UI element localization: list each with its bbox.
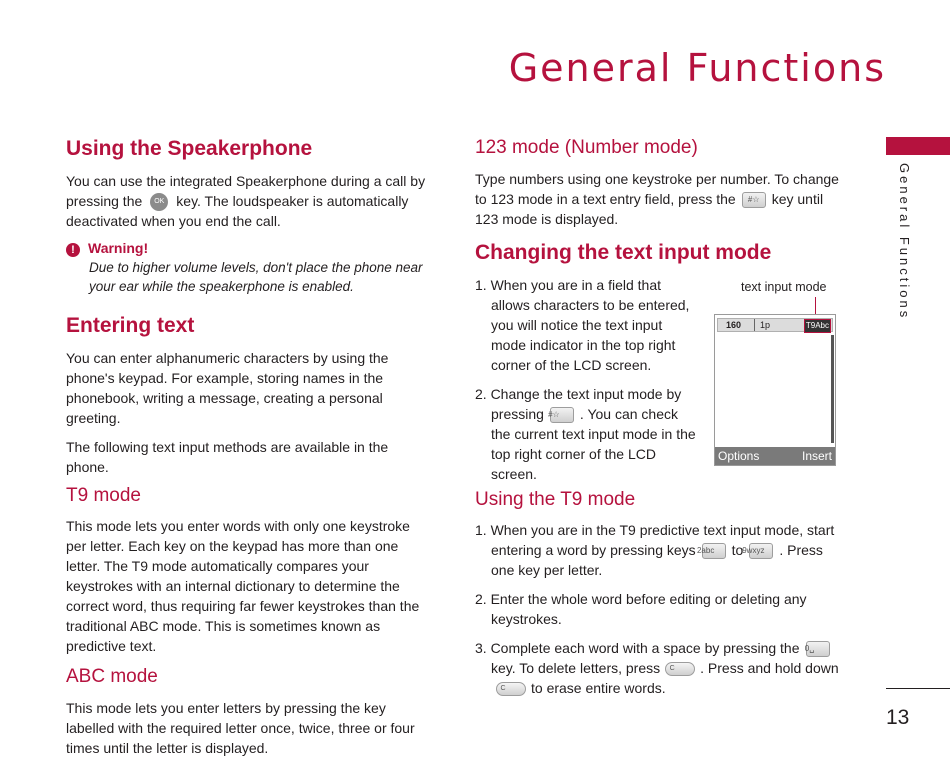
input-mode-indicator: T9Abc — [804, 319, 831, 333]
warning-label: Warning! — [88, 240, 149, 257]
lcd-screen — [714, 314, 836, 466]
warning-text: Due to higher volume levels, don't place the phone near your ear while the speakerphone is enabled. — [89, 260, 423, 295]
hash-key-icon: #☆ — [742, 192, 766, 208]
t9-step-1: 1. When you are in the T9 predictive text input mode, start entering a word by pressing keys2abc to9wxyz . Press one key per letter. — [475, 522, 835, 578]
t9-usage-section — [475, 489, 847, 698]
char-count: 160 — [726, 320, 742, 330]
changing-mode-heading: Changing the text input mode — [475, 241, 772, 264]
ok-key-icon: OK — [150, 193, 168, 211]
changing-mode-steps — [475, 275, 697, 484]
entering-text-heading: Entering text — [66, 314, 195, 338]
key-9-icon: 9wxyz — [749, 543, 773, 559]
lcd-scrollbar — [831, 335, 834, 443]
warning-icon: ! — [66, 243, 80, 257]
clear-key-icon: C — [665, 662, 695, 676]
using-t9-heading: Using the T9 mode — [475, 489, 636, 510]
number-mode-heading: 123 mode (Number mode) — [475, 137, 698, 158]
t9-step-2: 2. Enter the whole word before editing or deleting any keystrokes. — [475, 591, 807, 627]
speakerphone-heading: Using the Speakerphone — [66, 137, 313, 160]
clear-key-icon: C — [496, 682, 526, 696]
abc-mode-paragraph: This mode lets you enter letters by pressing the key labelled with the required letter once, twice, three or four times until the letter is displayed. — [66, 700, 415, 757]
speakerphone-paragraph — [66, 171, 434, 231]
callout-line — [815, 297, 816, 315]
changing-step-2: 2. Change the text input mode by pressing #☆ . You can check the current text input mode in the top right corner of the LCD screen. — [475, 386, 696, 482]
callout-label: text input mode — [741, 280, 827, 294]
changing-step-1: 1. When you are in a field that allows characters to be entered, you will notice the text input mode indicator in the top right corner of the LCD screen. — [475, 277, 690, 373]
number-mode-paragraph: Type numbers using one keystroke per number. To change to 123 mode in a text entry field, press the #☆ key until 123 mode is displayed. — [475, 171, 839, 227]
entering-text-methods: The following text input methods are available in the phone. — [66, 439, 389, 476]
t9-mode-heading: T9 mode — [66, 485, 141, 507]
t9-mode-paragraph: This mode lets you enter words with only one keystroke per letter. Each key on the keypad has more than one letter. The T9 mode automatically compares your keystrokes with an internal dictionary to determine the correct word, thus requiring far fewer keystrokes than the traditional ABC mode. This is sometimes known as predictive text. — [66, 518, 420, 655]
soft-key-bar — [715, 447, 835, 465]
speakerphone-text-a: You can use the integrated Speakerphone during a call by pressing the — [66, 173, 426, 209]
side-tab-label: General Functions — [897, 163, 912, 321]
page-number: 13 — [886, 706, 910, 729]
options-soft-key[interactable]: Options — [718, 449, 760, 463]
key-0-icon: 0␣ — [806, 641, 830, 657]
page-count: 1p — [754, 319, 770, 331]
abc-mode-heading: ABC mode — [66, 666, 158, 688]
speakerphone-text-b: key. The loudspeaker is automatically deactivated when you end the call. — [66, 193, 409, 230]
right-column — [475, 137, 847, 265]
hash-key-icon: #☆ — [550, 407, 574, 423]
entering-text-paragraph: You can enter alphanumeric characters by using the phone's keypad. For example, storing names in the phonebook, writing a message, creating a personal greeting. — [66, 350, 389, 427]
lcd-status-bar — [717, 318, 833, 332]
page-title: General Functions — [508, 46, 886, 90]
warning-block — [66, 238, 434, 296]
t9-step-3: 3. Complete each word with a space by pressing the 0␣key. To delete letters, press C . Press and hold downC to erase entire words. — [475, 640, 839, 696]
side-tab-marker — [886, 137, 950, 155]
page-number-rule — [886, 688, 950, 689]
insert-soft-key[interactable]: Insert — [801, 449, 832, 463]
key-2-icon: 2abc — [702, 543, 726, 559]
left-column — [66, 137, 434, 758]
